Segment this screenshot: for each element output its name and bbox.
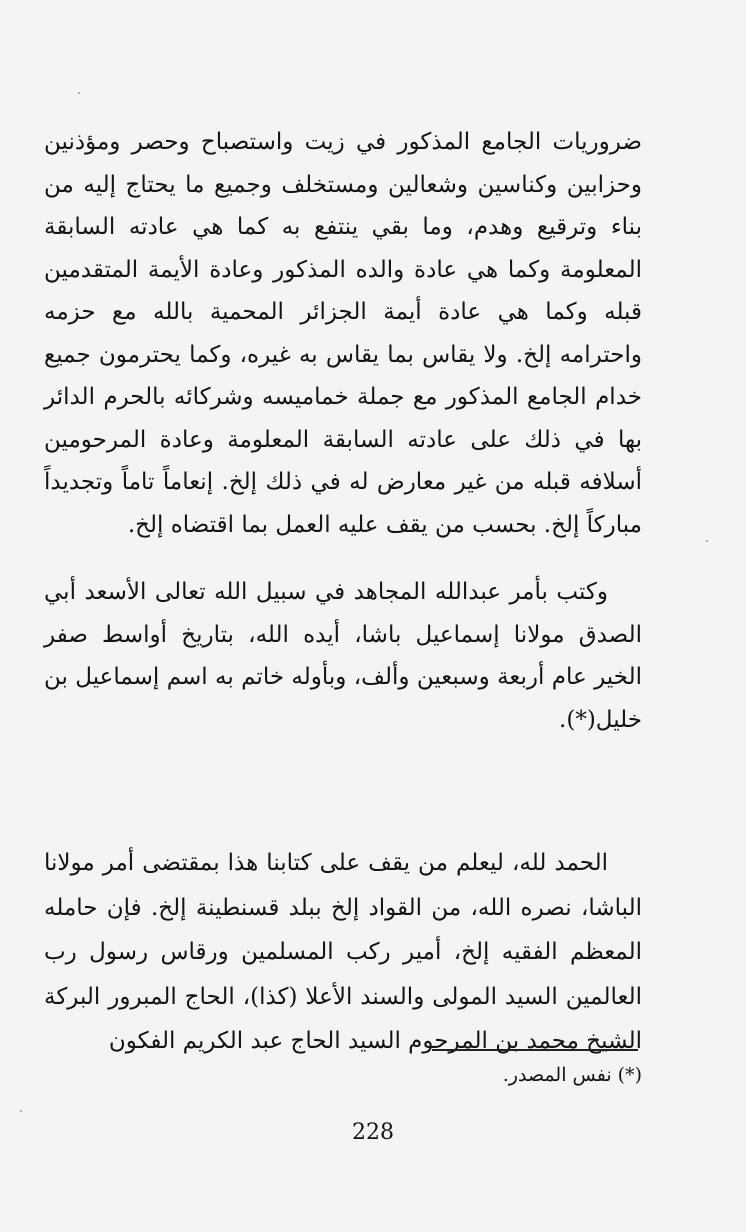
scan-speck [706, 540, 708, 542]
scan-speck [20, 1110, 22, 1112]
page-number: 228 [352, 1120, 394, 1145]
body-paragraph-1: ضروريات الجامع المذكور في زيت واستصباح وحصر ومؤذنين وحزابين وكناسين وشعالين ومستخلف وجميع ما يحتاج إليه من بناء وترقيع وهدم، وما بقي ينتفع به كما هي عادته السابقة المعلومة وكما هي عادة والده المذكور وعادة الأيمة المتقدمين قبله وكما هي عادة أيمة الجزائر المحمية بالله مع حزمه واحترامه إلخ. ولا يقاس بما يقاس به غيره، وكما يحترمون جميع خدام الجامع المذكور مع جملة خماميسه وشركائه بالحرم الدائر بها في ذلك على عادته السابقة المعلومة وعادة المرحومين أسلافه قبله من غير معارض له في ذلك إلخ. إنعاماً تاماً وتجديداً مباركاً إلخ. بحسب من يقف عليه العمل بما اقتضاه إلخ. [44, 129, 642, 538]
footnote: (*) نفس المصدر. [502, 1064, 642, 1086]
footnote-divider [432, 1049, 638, 1051]
body-paragraph-2: وكتب بأمر عبدالله المجاهد في سبيل الله تعالى الأسعد أبي الصدق مولانا إسماعيل باشا، أيده الله، بتاريخ أواسط صفر الخير عام أربعة وسبعين وألف، وبأوله خاتم به اسم إسماعيل بن خليل(*). [44, 579, 642, 733]
body-paragraph-3: الحمد لله، ليعلم من يقف على كتابنا هذا بمقتضى أمر مولانا الباشا، نصره الله، من القواد إلخ ببلد قسنطينة إلخ. فإن حامله المعظم الفقيه إلخ، أمير ركب المسلمين ورقاس رسول رب العالمين السيد المولى والسند الأعلا (كذا)، الحاج المبرور البركة الشيخ محمد بن المرحوم السيد الحاج عبد الكريم الفكون [44, 850, 642, 1054]
scan-speck [78, 92, 80, 94]
